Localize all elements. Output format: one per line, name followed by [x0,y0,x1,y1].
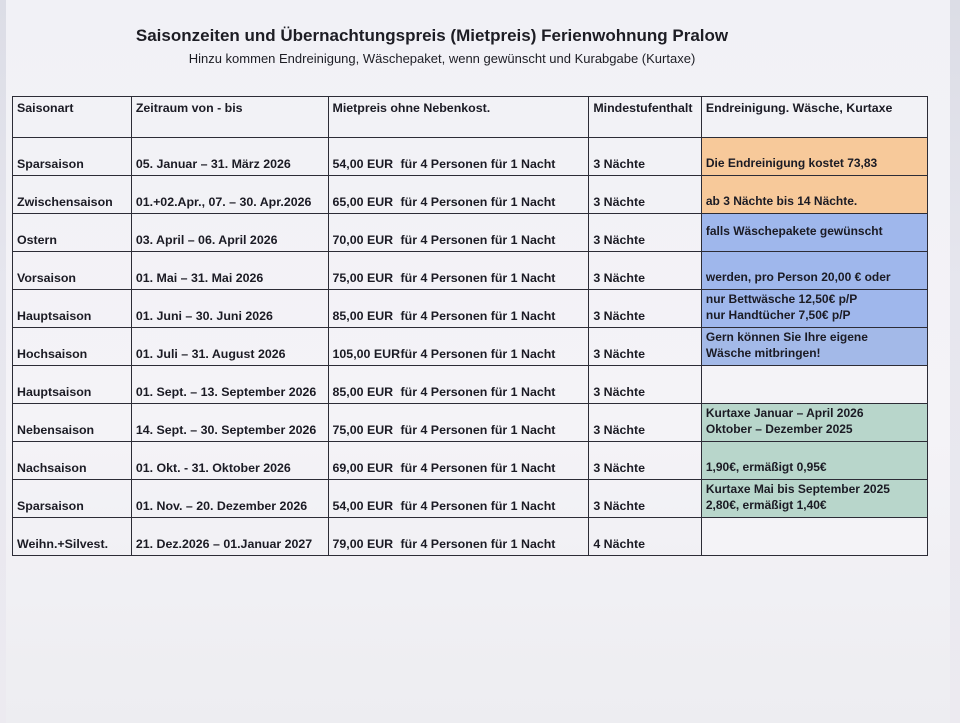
page-title: Saisonzeiten und Übernachtungspreis (Mietpreis) Ferienwohnung Pralow [135,26,729,45]
price-value: 75,00 EUR [332,423,394,437]
cell-saison: Nebensaison [13,404,132,442]
cell-mindest: 3 Nächte [589,290,702,328]
header-zeitraum: Zeitraum von - bis [131,97,328,138]
note-kurtaxe-sommer [701,480,927,518]
cell-preis [328,366,589,404]
price-value: 85,00 EUR [332,309,394,323]
cell-saison: Zwischensaison [13,176,132,214]
cell-preis [328,252,589,290]
table-row [13,176,928,214]
cell-mindest: 3 Nächte [589,442,702,480]
cell-saison: Nachsaison [13,442,132,480]
note-endreinigung-dauer: ab 3 Nächte bis 14 Nächte. [701,176,927,214]
price-info: für 4 Personen für 1 Nacht [400,195,556,209]
header-mindestaufenthalt: Mindestufenthalt [589,97,702,138]
cell-zeitraum: 01. Mai – 31. Mai 2026 [131,252,328,290]
price-value: 69,00 EUR [332,461,394,475]
cell-zeitraum: 01. Sept. – 13. September 2026 [131,366,328,404]
cell-zeitraum: 01.+02.Apr., 07. – 30. Apr.2026 [131,176,328,214]
cell-mindest: 3 Nächte [589,252,702,290]
price-value: 70,00 EUR [332,233,394,247]
cell-saison: Sparsaison [13,138,132,176]
price-value: 54,00 EUR [332,499,394,513]
cell-zeitraum: 14. Sept. – 30. September 2026 [131,404,328,442]
price-info: für 4 Personen für 1 Nacht [400,309,556,323]
cell-preis [328,138,589,176]
table-row [13,518,928,556]
price-info: für 4 Personen für 1 Nacht [400,347,556,361]
price-value: 85,00 EUR [332,385,394,399]
note-waesche-preis: werden, pro Person 20,00 € oder [701,252,927,290]
price-value: 79,00 EUR [332,537,394,551]
note-waesche: falls Wäschepakete gewünscht [701,214,927,252]
table-row [13,404,928,442]
cell-mindest: 3 Nächte [589,214,702,252]
cell-preis [328,328,589,366]
note-handtuecher: nur Handtücher 7,50€ p/P [705,308,851,322]
note-kurtaxe-winter-1: Kurtaxe Januar – April 2026 [705,406,864,420]
cell-saison: Hauptsaison [13,366,132,404]
price-info: für 4 Personen für 1 Nacht [400,385,556,399]
header-saisonart: Saisonart [13,97,132,138]
cell-mindest: 3 Nächte [589,366,702,404]
note-kurtaxe-winter-2: Oktober – Dezember 2025 [705,422,853,436]
price-info: für 4 Personen für 1 Nacht [400,423,556,437]
cell-zeitraum: 01. Juli – 31. August 2026 [131,328,328,366]
price-info: für 4 Personen für 1 Nacht [400,233,556,247]
note-kurtaxe-winter [701,404,927,442]
note-bettwaesche: nur Bettwäsche 12,50€ p/P [705,292,858,306]
cell-preis [328,480,589,518]
cell-saison: Sparsaison [13,480,132,518]
price-info: für 4 Personen für 1 Nacht [400,537,556,551]
note-empty [701,518,927,556]
header-mietpreis: Mietpreis ohne Nebenkost. [328,97,589,138]
cell-mindest: 3 Nächte [589,328,702,366]
cell-zeitraum: 03. April – 06. April 2026 [131,214,328,252]
price-info: für 4 Personen für 1 Nacht [400,157,556,171]
table-row [13,366,928,404]
cell-preis [328,214,589,252]
table-row [13,138,928,176]
note-bettwaesche-handtuecher [701,290,927,328]
cell-saison: Hochsaison [13,328,132,366]
cell-saison: Ostern [13,214,132,252]
note-endreinigung: Die Endreinigung kostet 73,83 [701,138,927,176]
price-info: für 4 Personen für 1 Nacht [400,499,556,513]
note-kurtaxe-sommer-1: Kurtaxe Mai bis September 2025 [705,482,890,496]
cell-saison: Vorsaison [13,252,132,290]
cell-mindest: 3 Nächte [589,480,702,518]
cell-saison: Hauptsaison [13,290,132,328]
header-nebenkosten: Endreinigung. Wäsche, Kurtaxe [701,97,927,138]
cell-mindest: 3 Nächte [589,404,702,442]
price-value: 65,00 EUR [332,195,394,209]
cell-preis [328,290,589,328]
price-value: 54,00 EUR [332,157,394,171]
cell-mindest: 3 Nächte [589,176,702,214]
price-value: 105,00 EUR [332,347,401,361]
cell-zeitraum: 01. Juni – 30. Juni 2026 [131,290,328,328]
table-row [13,252,928,290]
table-header-row [13,97,928,138]
cell-mindest: 3 Nächte [589,138,702,176]
note-empty [701,366,927,404]
cell-preis [328,404,589,442]
cell-preis [328,518,589,556]
cell-mindest: 4 Nächte [589,518,702,556]
cell-preis [328,442,589,480]
note-kurtaxe-sommer-2: 2,80€, ermäßigt 1,40€ [705,498,827,512]
table-row [13,328,928,366]
price-value: 75,00 EUR [332,271,394,285]
table-row [13,442,928,480]
page-subtitle: Hinzu kommen Endreinigung, Wäschepaket, wenn gewünscht und Kurabgabe (Kurtaxe) [188,51,696,66]
season-price-table [12,96,928,556]
price-info: für 4 Personen für 1 Nacht [400,461,556,475]
note-eigene-waesche [701,328,927,366]
price-info: für 4 Personen für 1 Nacht [400,271,556,285]
table-row [13,214,928,252]
cell-saison: Weihn.+Silvest. [13,518,132,556]
cell-zeitraum: 01. Okt. - 31. Oktober 2026 [131,442,328,480]
table-row [13,290,928,328]
note-kurtaxe-winter-preis: 1,90€, ermäßigt 0,95€ [701,442,927,480]
cell-zeitraum: 05. Januar – 31. März 2026 [131,138,328,176]
cell-preis [328,176,589,214]
cell-zeitraum: 21. Dez.2026 – 01.Januar 2027 [131,518,328,556]
table-row [13,480,928,518]
note-eigene-waesche-1: Gern können Sie Ihre eigene [705,330,868,344]
note-eigene-waesche-2: Wäsche mitbringen! [705,346,821,360]
cell-zeitraum: 01. Nov. – 20. Dezember 2026 [131,480,328,518]
